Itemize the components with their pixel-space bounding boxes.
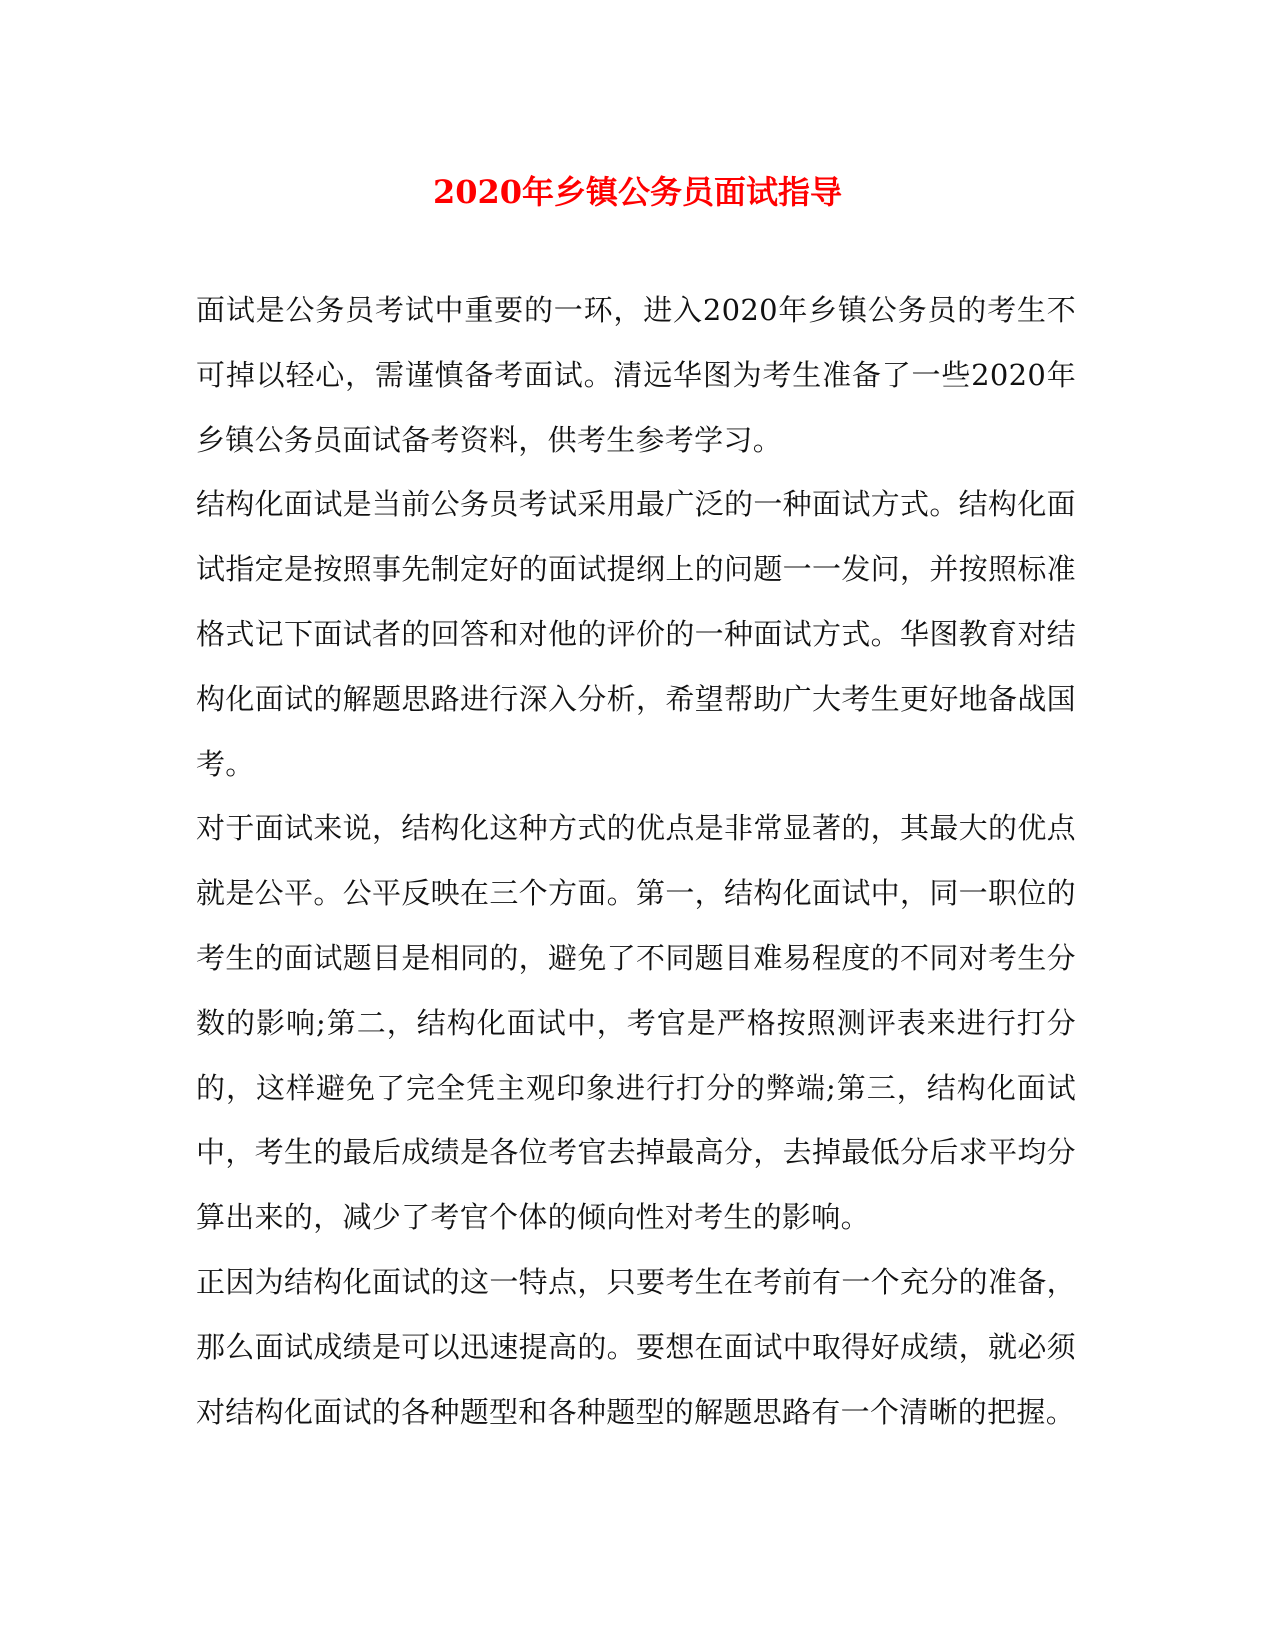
- document-title: 2020年乡镇公务员面试指导: [432, 173, 843, 211]
- document-body: [196, 278, 1076, 1444]
- paragraph-structured-interview: 结构化面试是当前公务员考试采用最广泛的一种面试方式。结构化面试指定是按照事先制定好的面试提纲上的问题一一发问，并按照标准格式记下面试者的回答和对他的评价的一种面试方式。华图教育对结构化面试的解题思路进行深入分析，希望帮助广大考生更好地备战国考。: [196, 487, 1076, 781]
- paragraph-preparation: 正因为结构化面试的这一特点，只要考生在考前有一个充分的准备，那么面试成绩是可以迅速提高的。要想在面试中取得好成绩，就必须对结构化面试的各种题型和各种题型的解题思路有一个清晰的把握。: [196, 1264, 1076, 1429]
- paragraph-intro: 面试是公务员考试中重要的一环，进入2020年乡镇公务员的考生不可掉以轻心，需谨慎备考面试。清远华图为考生准备了一些2020年乡镇公务员面试备考资料，供考生参考学习。: [196, 293, 1076, 457]
- paragraph-fairness: 对于面试来说，结构化这种方式的优点是非常显著的，其最大的优点就是公平。公平反映在三个方面。第一，结构化面试中，同一职位的考生的面试题目是相同的，避免了不同题目难易程度的不同对考生分数的影响;第二，结构化面试中，考官是严格按照测评表来进行打分的，这样避免了完全凭主观印象进行打分的弊端;第三，结构化面试中，考生的最后成绩是各位考官去掉最高分，去掉最低分后求平均分算出来的，减少了考官个体的倾向性对考生的影响。: [196, 811, 1076, 1235]
